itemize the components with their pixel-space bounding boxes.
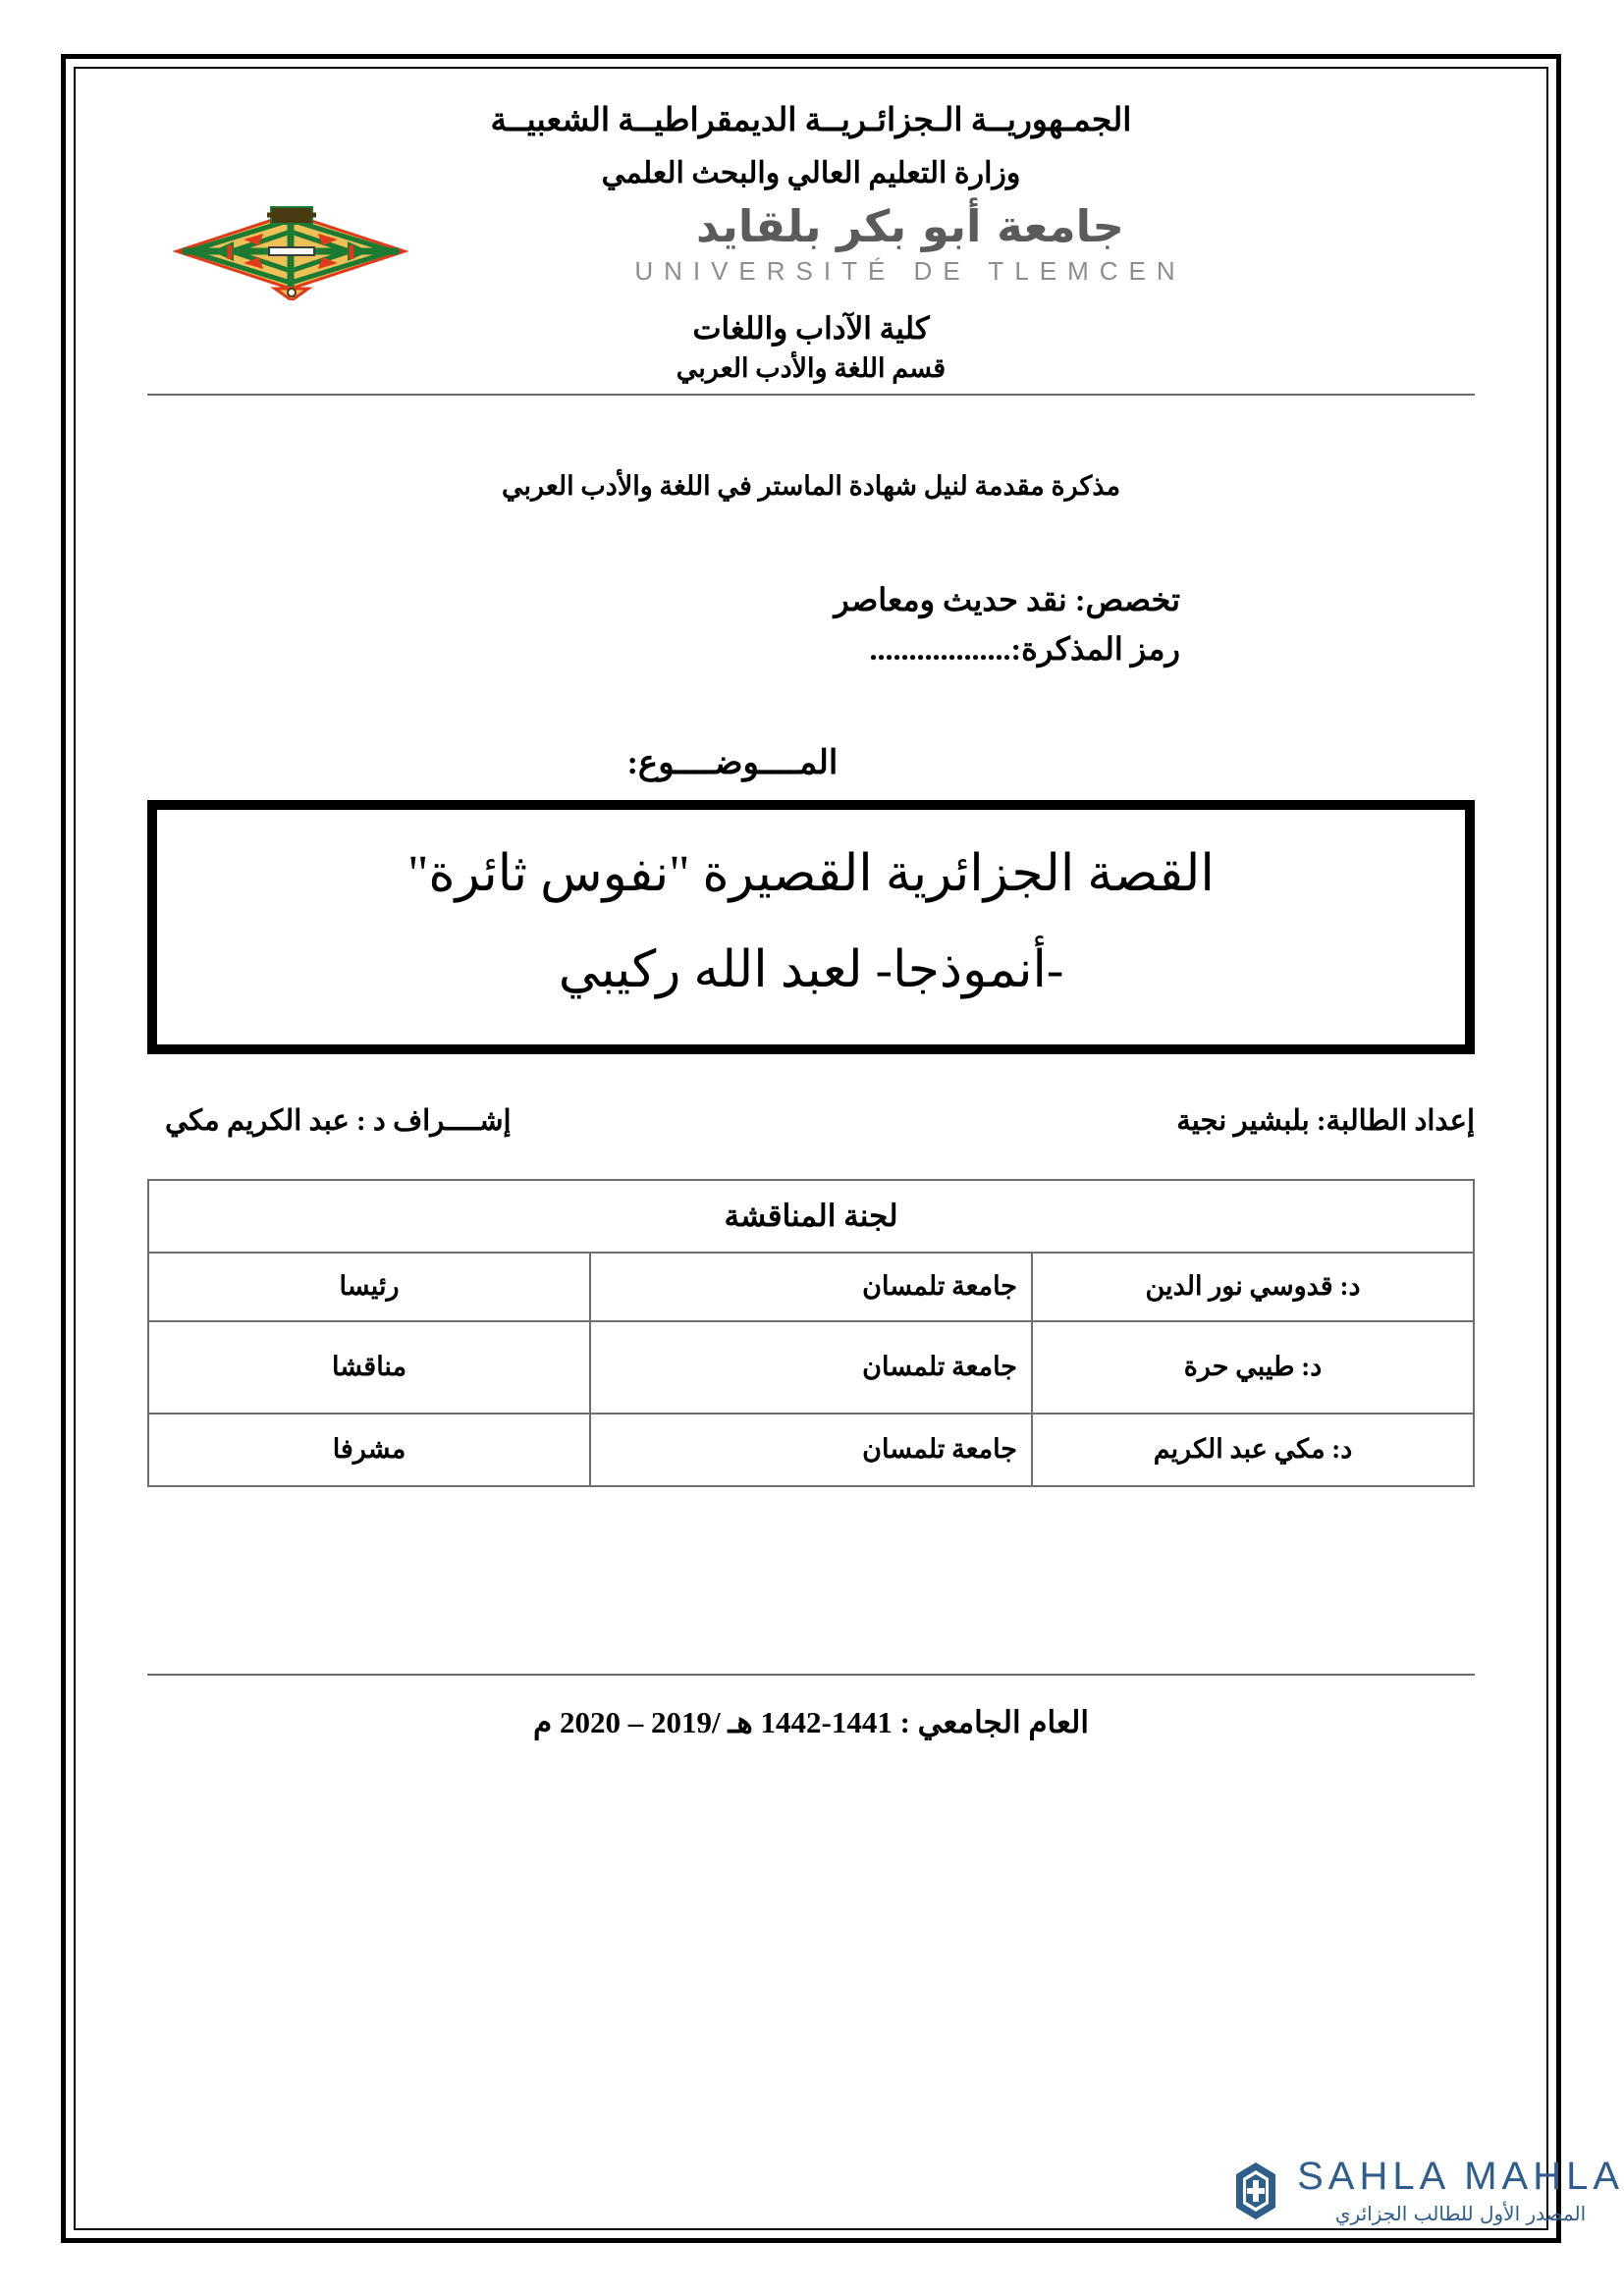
academic-year: العام الجامعي : 1441-1442 هـ /2019 – 2020 م: [533, 1704, 1089, 1739]
university-name-arabic: جامعة أبو بكر بلقايد: [696, 199, 1124, 252]
jury-table-title: لجنة المناقشة: [148, 1180, 1474, 1253]
jury-table: [147, 1179, 1475, 1487]
jury-member-university: جامعة تلمسان: [590, 1321, 1032, 1414]
table-row: [148, 1414, 1474, 1486]
jury-member-university: جامعة تلمسان: [590, 1253, 1032, 1321]
table-row: [148, 1253, 1474, 1321]
jury-member-role: مناقشا: [148, 1321, 590, 1414]
jury-member-name: د: قدوسي نور الدين: [1032, 1253, 1474, 1321]
header-divider: [147, 394, 1475, 396]
jury-member-name: د: طيبي حرة: [1032, 1321, 1474, 1414]
table-row: [148, 1321, 1474, 1414]
degree-note: مذكرة مقدمة لنيل شهادة الماستر في اللغة والأدب العربي: [501, 470, 1121, 501]
university-wordmark: [567, 199, 1254, 287]
footer-divider: [147, 1674, 1475, 1676]
faculty-heading: كلية الآداب واللغات: [692, 310, 930, 346]
jury-member-university: جامعة تلمسان: [590, 1414, 1032, 1486]
republic-heading: الجمـهوريــة الـجزائـريــة الديمقراطيــة الشعبيــة: [490, 103, 1132, 138]
thesis-title-line-1: القصة الجزائرية القصيرة "نفوس ثائرة": [407, 845, 1215, 902]
ministry-heading: وزارة التعليم العالي والبحث العلمي: [601, 156, 1021, 189]
thesis-title-box: [147, 800, 1475, 1054]
university-logo: [147, 199, 1475, 305]
tlemcen-university-emblem-icon: [173, 202, 408, 300]
jury-member-role: رئيسا: [148, 1253, 590, 1321]
jury-member-name: د: مكي عبد الكريم: [1032, 1414, 1474, 1486]
jury-member-role: مشرفا: [148, 1414, 590, 1486]
department-heading: قسم اللغة والأدب العربي: [676, 352, 947, 383]
university-name-french: UNIVERSITÉ DE TLEMCEN: [634, 255, 1186, 286]
thesis-title-line-2: -أنموذجا- لعبد الله ركيبي: [558, 942, 1064, 999]
supervised-by-label: إشــــراف د : عبد الكريم مكي: [165, 1104, 512, 1137]
watermark-brand: SAHLA MAHLA: [1297, 2155, 1624, 2198]
watermark: [0, 2157, 1624, 2225]
jury-table-header-row: [148, 1180, 1474, 1253]
cover-page-content: [61, 54, 1561, 2243]
specialization-block: [147, 576, 1475, 673]
thesis-code-line: رمز المذكرة:..................: [869, 630, 1180, 667]
speciality-line: تخصص: نقد حديث ومعاصر: [834, 582, 1180, 618]
jury-table-wrapper: [147, 1179, 1475, 1487]
sahla-mahla-logo-icon: [1228, 2161, 1283, 2221]
prepared-by-label: إعداد الطالبة: بلبشير نجية: [1176, 1104, 1475, 1137]
authors-row: [147, 1103, 1475, 1138]
subject-label: المــــوضــــوع:: [626, 744, 839, 781]
watermark-tagline: المصدر الأول للطالب الجزائري: [1334, 2202, 1587, 2225]
